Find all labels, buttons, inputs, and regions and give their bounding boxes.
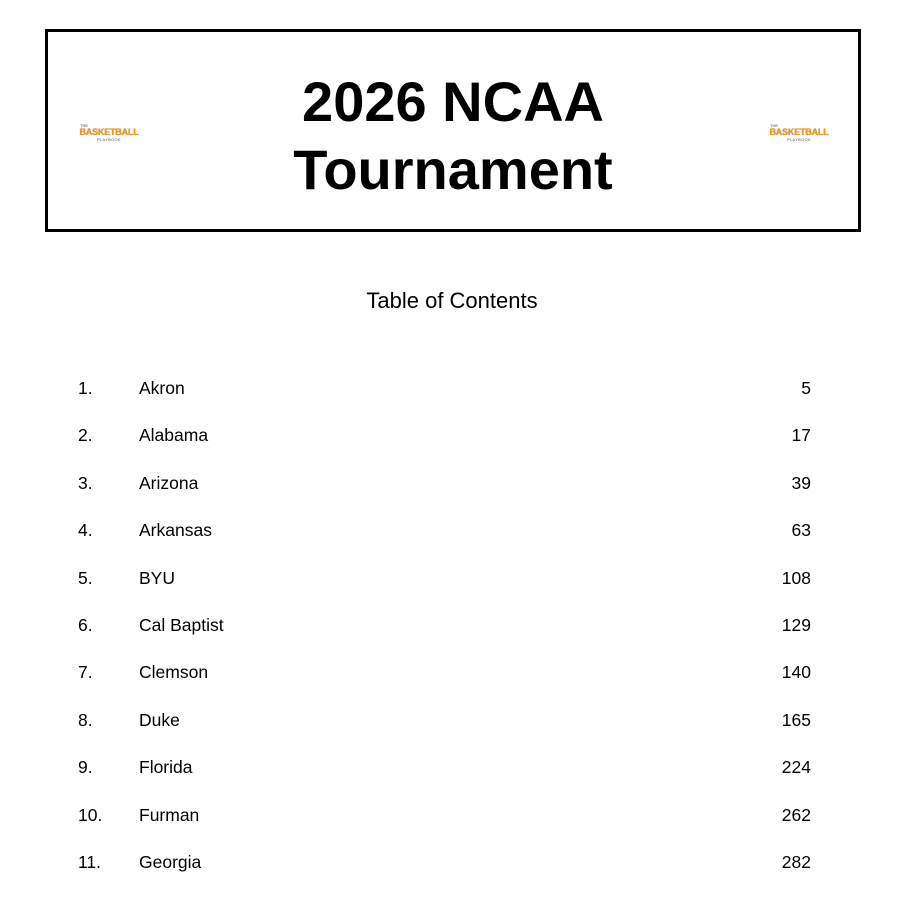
title-box [45, 29, 861, 232]
toc-entry-number: 5. [78, 567, 93, 588]
toc-entry-clemson[interactable] [78, 660, 811, 707]
toc-entry-number: 3. [78, 472, 93, 493]
title-line-1: 2026 NCAA [302, 70, 604, 133]
toc-entry-page: 17 [791, 425, 811, 446]
toc-list [78, 376, 811, 897]
toc-entry-number: 9. [78, 757, 93, 778]
toc-entry-page: 282 [781, 851, 811, 872]
toc-entry-number: 10. [78, 804, 103, 825]
toc-entry-page: 39 [791, 472, 811, 493]
toc-entry-page: 140 [781, 662, 811, 683]
toc-entry-name: Akron [139, 378, 185, 398]
toc-entry-number: 4. [78, 520, 93, 541]
toc-entry-page: 165 [781, 709, 811, 730]
toc-entry-number: 1. [78, 378, 93, 398]
toc-entry-alabama[interactable] [78, 423, 811, 470]
toc-entry-name: Alabama [139, 425, 209, 446]
toc-entry-number: 2. [78, 425, 93, 446]
toc-entry-name: BYU [139, 567, 175, 588]
toc-entry-page: 129 [781, 614, 811, 635]
toc-entry-page: 224 [781, 757, 811, 778]
toc-entry-name: Georgia [139, 851, 202, 872]
toc-entry-number: 6. [78, 614, 93, 635]
logo-top-text: THE [80, 123, 88, 128]
toc-heading: Table of Contents [366, 288, 538, 313]
toc-entry-page: 108 [781, 567, 811, 588]
title-line-2: Tournament [293, 138, 613, 201]
logo-sub-text: PLAYBOOK [787, 137, 811, 142]
toc-entry-name: Clemson [139, 662, 209, 683]
toc-entry-name: Arkansas [139, 520, 212, 541]
toc-entry-akron[interactable] [78, 376, 811, 423]
logo-sub-text: PLAYBOOK [97, 137, 121, 142]
toc-entry-number: 8. [78, 709, 93, 730]
logo-main-text: BASKETBALL [769, 127, 829, 137]
toc-entry-name: Arizona [139, 472, 199, 493]
toc-entry-cal-baptist[interactable] [78, 613, 811, 660]
toc-entry-florida[interactable] [78, 755, 811, 802]
toc-entry-name: Cal Baptist [139, 614, 224, 635]
toc-entry-furman[interactable] [78, 803, 811, 850]
toc-entry-name: Duke [139, 709, 180, 730]
toc-entry-page: 63 [791, 520, 811, 541]
toc-entry-name: Florida [139, 757, 193, 778]
toc-entry-number: 11. [78, 851, 102, 872]
toc-entry-page: 262 [781, 804, 811, 825]
toc-entry-page: 5 [801, 378, 811, 398]
toc-entry-duke[interactable] [78, 708, 811, 755]
basketball-playbook-logo-right [768, 124, 830, 142]
toc-entry-name: Furman [139, 804, 200, 825]
toc-entry-number: 7. [78, 662, 93, 683]
toc-entry-georgia[interactable] [78, 850, 811, 897]
toc-entry-arkansas[interactable] [78, 518, 811, 565]
page-title [48, 68, 858, 204]
toc-entry-arizona[interactable] [78, 471, 811, 518]
logo-main-text: BASKETBALL [79, 127, 139, 137]
logo-top-text: THE [770, 123, 778, 128]
toc-entry-byu[interactable] [78, 566, 811, 613]
